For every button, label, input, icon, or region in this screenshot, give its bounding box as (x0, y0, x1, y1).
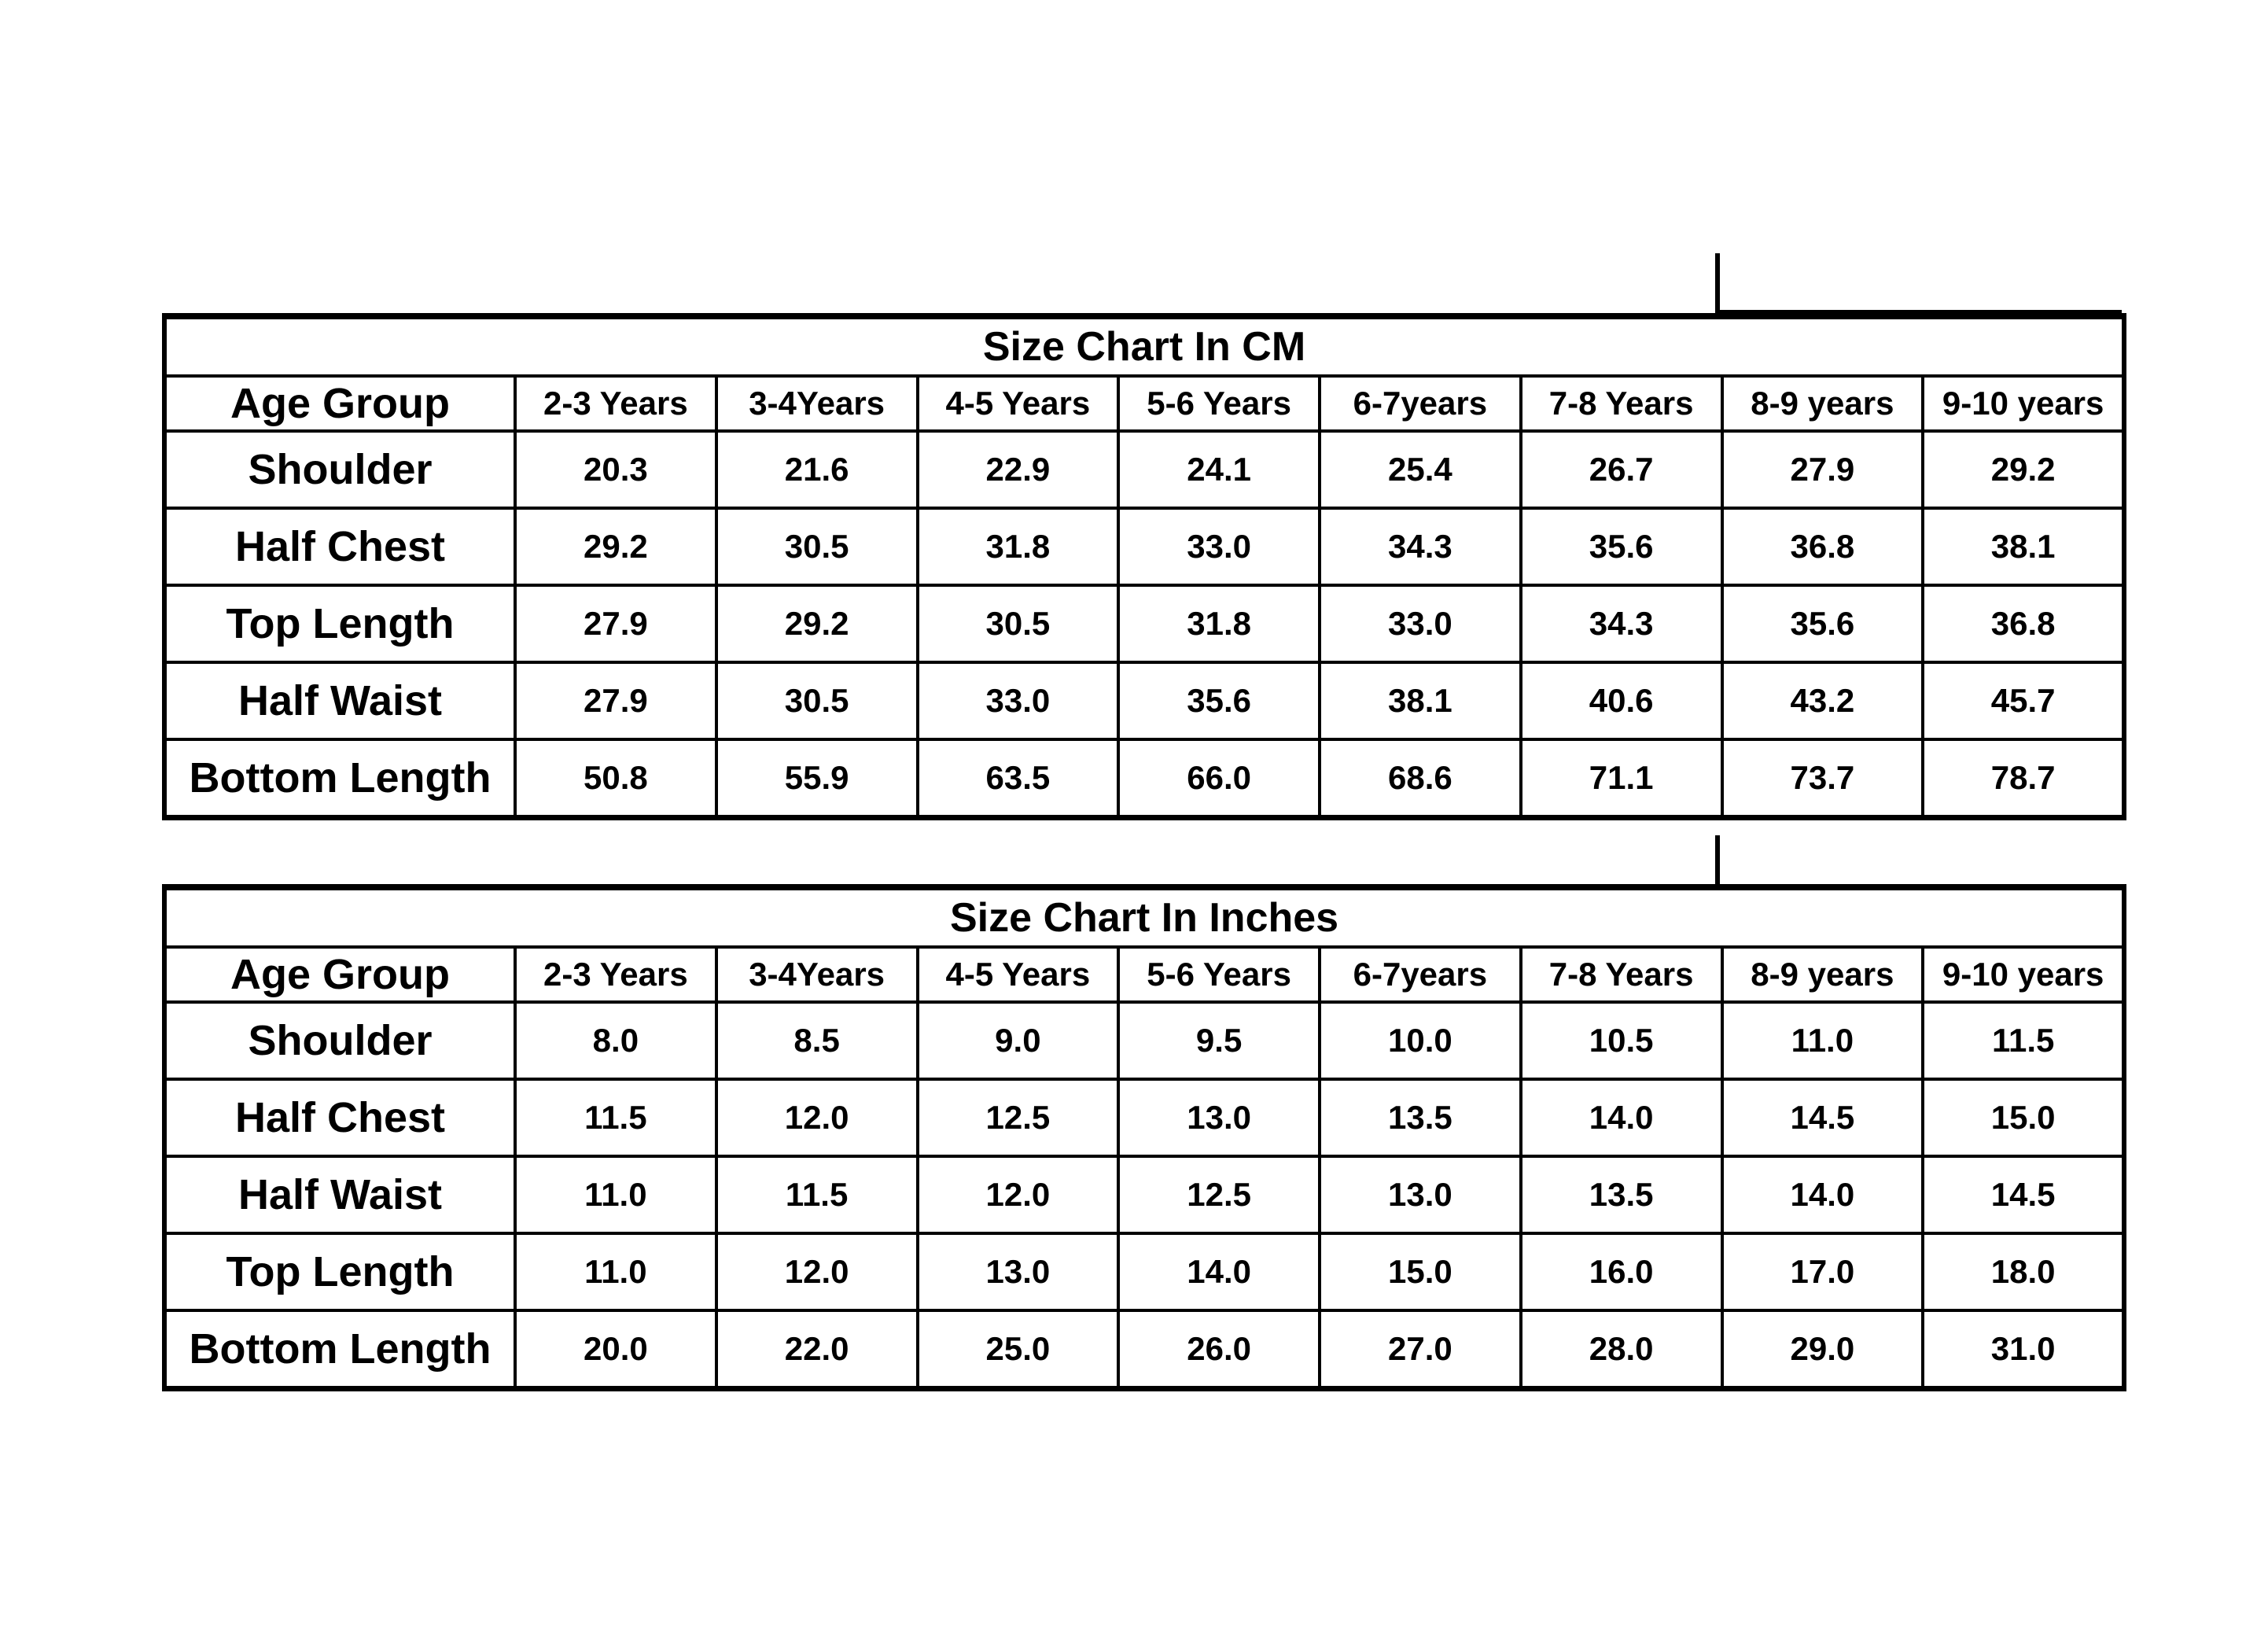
value-cell: 24.1 (1118, 431, 1320, 508)
table-row-bottom-length (164, 739, 2124, 818)
column-header-2-3-years: 2-3 Years (515, 376, 716, 431)
value-cell: 66.0 (1118, 739, 1320, 818)
value-cell: 16.0 (1521, 1233, 1722, 1310)
value-cell: 38.1 (1320, 662, 1521, 739)
middle-vertical-rule (1715, 835, 1720, 887)
value-cell: 11.0 (515, 1156, 716, 1233)
value-cell: 21.6 (716, 431, 918, 508)
value-cell: 9.5 (1118, 1002, 1320, 1079)
value-cell: 20.0 (515, 1310, 716, 1389)
value-cell: 31.8 (918, 508, 1119, 585)
value-cell: 34.3 (1521, 585, 1722, 662)
column-header-6-7years: 6-7years (1320, 947, 1521, 1002)
value-cell: 35.6 (1521, 508, 1722, 585)
value-cell: 13.5 (1320, 1079, 1521, 1156)
table-row-top-length (164, 585, 2124, 662)
value-cell: 14.5 (1923, 1156, 2124, 1233)
column-header-2-3-years: 2-3 Years (515, 947, 716, 1002)
value-cell: 11.0 (515, 1233, 716, 1310)
row-label-half-chest: Half Chest (164, 1079, 515, 1156)
value-cell: 12.0 (918, 1156, 1119, 1233)
value-cell: 26.7 (1521, 431, 1722, 508)
age-group-header: Age Group (164, 376, 515, 431)
value-cell: 14.0 (1118, 1233, 1320, 1310)
value-cell: 29.2 (1923, 431, 2124, 508)
value-cell: 25.4 (1320, 431, 1521, 508)
value-cell: 27.0 (1320, 1310, 1521, 1389)
table-title-row (164, 887, 2124, 947)
column-header-9-10-years: 9-10 years (1923, 376, 2124, 431)
table-title: Size Chart In CM (164, 316, 2124, 376)
row-label-top-length: Top Length (164, 585, 515, 662)
value-cell: 11.5 (1923, 1002, 2124, 1079)
table-title: Size Chart In Inches (164, 887, 2124, 947)
value-cell: 17.0 (1722, 1233, 1924, 1310)
value-cell: 10.5 (1521, 1002, 1722, 1079)
value-cell: 78.7 (1923, 739, 2124, 818)
column-header-8-9-years: 8-9 years (1722, 947, 1924, 1002)
table-row-half-chest (164, 1079, 2124, 1156)
value-cell: 8.0 (515, 1002, 716, 1079)
value-cell: 11.0 (1722, 1002, 1924, 1079)
row-label-top-length: Top Length (164, 1233, 515, 1310)
column-header-6-7years: 6-7years (1320, 376, 1521, 431)
value-cell: 12.5 (918, 1079, 1119, 1156)
value-cell: 29.2 (716, 585, 918, 662)
value-cell: 27.9 (1722, 431, 1924, 508)
value-cell: 11.5 (515, 1079, 716, 1156)
value-cell: 68.6 (1320, 739, 1521, 818)
value-cell: 40.6 (1521, 662, 1722, 739)
table-row-half-waist (164, 662, 2124, 739)
row-label-shoulder: Shoulder (164, 431, 515, 508)
value-cell: 33.0 (918, 662, 1119, 739)
value-cell: 31.0 (1923, 1310, 2124, 1389)
table-row-half-waist (164, 1156, 2124, 1233)
value-cell: 26.0 (1118, 1310, 1320, 1389)
value-cell: 22.9 (918, 431, 1119, 508)
table-row-shoulder (164, 1002, 2124, 1079)
value-cell: 8.5 (716, 1002, 918, 1079)
value-cell: 29.2 (515, 508, 716, 585)
table-row-shoulder (164, 431, 2124, 508)
value-cell: 33.0 (1118, 508, 1320, 585)
value-cell: 12.0 (716, 1079, 918, 1156)
value-cell: 11.5 (716, 1156, 918, 1233)
column-header-5-6-years: 5-6 Years (1118, 947, 1320, 1002)
column-header-4-5-years: 4-5 Years (918, 947, 1119, 1002)
value-cell: 14.0 (1722, 1156, 1924, 1233)
row-label-bottom-length: Bottom Length (164, 1310, 515, 1389)
value-cell: 9.0 (918, 1002, 1119, 1079)
value-cell: 35.6 (1118, 662, 1320, 739)
value-cell: 36.8 (1722, 508, 1924, 585)
row-label-bottom-length: Bottom Length (164, 739, 515, 818)
value-cell: 34.3 (1320, 508, 1521, 585)
table-header-row (164, 376, 2124, 431)
table-row-bottom-length (164, 1310, 2124, 1389)
top-vertical-rule (1715, 253, 1720, 315)
value-cell: 31.8 (1118, 585, 1320, 662)
value-cell: 13.5 (1521, 1156, 1722, 1233)
table-row-half-chest (164, 508, 2124, 585)
row-label-shoulder: Shoulder (164, 1002, 515, 1079)
column-header-5-6-years: 5-6 Years (1118, 376, 1320, 431)
value-cell: 30.5 (716, 662, 918, 739)
value-cell: 15.0 (1923, 1079, 2124, 1156)
column-header-3-4years: 3-4Years (716, 376, 918, 431)
row-label-half-waist: Half Waist (164, 662, 515, 739)
value-cell: 36.8 (1923, 585, 2124, 662)
value-cell: 12.5 (1118, 1156, 1320, 1233)
row-label-half-waist: Half Waist (164, 1156, 515, 1233)
column-header-3-4years: 3-4Years (716, 947, 918, 1002)
column-header-7-8-years: 7-8 Years (1521, 376, 1722, 431)
value-cell: 10.0 (1320, 1002, 1521, 1079)
value-cell: 13.0 (918, 1233, 1119, 1310)
value-cell: 14.0 (1521, 1079, 1722, 1156)
value-cell: 27.9 (515, 585, 716, 662)
value-cell: 12.0 (716, 1233, 918, 1310)
row-label-half-chest: Half Chest (164, 508, 515, 585)
value-cell: 30.5 (918, 585, 1119, 662)
value-cell: 20.3 (515, 431, 716, 508)
table-row-top-length (164, 1233, 2124, 1310)
value-cell: 28.0 (1521, 1310, 1722, 1389)
value-cell: 29.0 (1722, 1310, 1924, 1389)
size-chart-inches-table (162, 884, 2126, 1391)
table-title-row (164, 316, 2124, 376)
value-cell: 71.1 (1521, 739, 1722, 818)
value-cell: 35.6 (1722, 585, 1924, 662)
column-header-8-9-years: 8-9 years (1722, 376, 1924, 431)
value-cell: 22.0 (716, 1310, 918, 1389)
table-header-row (164, 947, 2124, 1002)
value-cell: 14.5 (1722, 1079, 1924, 1156)
value-cell: 13.0 (1320, 1156, 1521, 1233)
size-chart-cm-table (162, 313, 2126, 820)
value-cell: 25.0 (918, 1310, 1119, 1389)
value-cell: 13.0 (1118, 1079, 1320, 1156)
value-cell: 63.5 (918, 739, 1119, 818)
value-cell: 15.0 (1320, 1233, 1521, 1310)
value-cell: 43.2 (1722, 662, 1924, 739)
column-header-4-5-years: 4-5 Years (918, 376, 1119, 431)
value-cell: 27.9 (515, 662, 716, 739)
value-cell: 50.8 (515, 739, 716, 818)
value-cell: 38.1 (1923, 508, 2124, 585)
age-group-header: Age Group (164, 947, 515, 1002)
value-cell: 18.0 (1923, 1233, 2124, 1310)
value-cell: 55.9 (716, 739, 918, 818)
value-cell: 30.5 (716, 508, 918, 585)
value-cell: 33.0 (1320, 585, 1521, 662)
column-header-7-8-years: 7-8 Years (1521, 947, 1722, 1002)
value-cell: 45.7 (1923, 662, 2124, 739)
value-cell: 73.7 (1722, 739, 1924, 818)
column-header-9-10-years: 9-10 years (1923, 947, 2124, 1002)
